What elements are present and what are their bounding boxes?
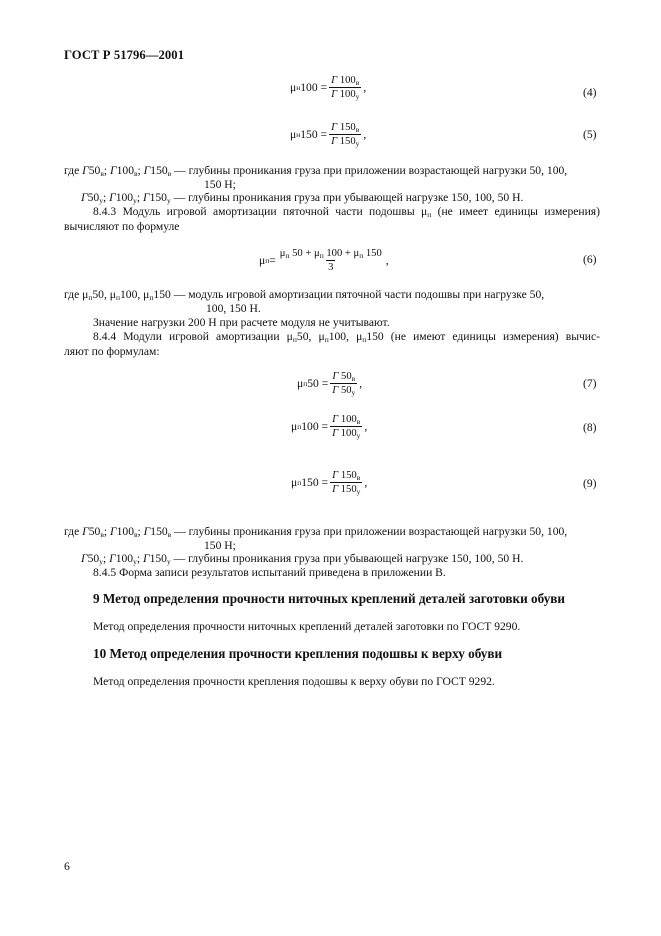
document-header: ГОСТ Р 51796—2001 [64,48,185,62]
formula-4: μ н 100 = $\frac{Г 100_в}{Г 100_у}$ , [290,75,367,101]
paragraph-8-4-3-cont: вычисляют по формуле [64,220,180,233]
where-clause-3: где $\mu_п50$, $\mu_п100$, $\mu_п150$ — модуль игровой амортизации пяточной части подошвы при нагрузке 50, [64,288,545,302]
where-clause-3-cont: 100, 150 Н. [206,302,261,315]
where-clause-1: где $Г50_в$; $Г100_в$; $Г150_в$ — глубины проникания груза при приложении возрастающей нагрузки 50, 100, [64,164,568,178]
section-10-body: Метод определения прочности крепления подошвы к верху обуви по ГОСТ 9292. [93,675,495,688]
equation-number-6: (6) [583,253,597,266]
where-clause-1-cont: 150 Н; [204,178,236,191]
where-clause-2: $Г50_у$; $Г100_у$; $Г150_у$ — глубины проникания груза при убывающей нагрузке 150, 100, 50 Н. [81,191,524,205]
equation-number-8: (8) [583,421,597,434]
section-9-body: Метод определения прочности ниточных креплений деталей заготовки по ГОСТ 9290. [93,620,521,633]
formula-5: μ н 150 = $\frac{Г 150_в}{Г 150_у}$ , [290,122,367,148]
section-9-title: 9 Метод определения прочности ниточных креплений деталей заготовки обуви [93,591,566,606]
fraction: $\frac{Г 50_в}{Г 50_у}$ [332,371,356,397]
fraction: $\frac{\mu_п 50 + \mu_п 100 + \mu_п 150}{3}$ [279,248,382,273]
fraction: $\frac{Г 100_в}{Г 100_у}$ [332,414,361,440]
paragraph-8-4-3: 8.4.3 Модуль игровой амортизации пяточной части подошвы $\mu_п$ (не имеет единицы измерения) [93,205,600,219]
fraction: $\frac{Г 150_в}{Г 150_у}$ [332,470,361,496]
paragraph-8-4-4: 8.4.4 Модули игровой амортизации $\mu_п50$, $\mu_п100$, $\mu_п150$ (не имеют единицы измерения) вычис- [93,330,601,344]
fraction: $\frac{Г 100_в}{Г 100_у}$ [331,75,360,101]
equation-number-4: (4) [583,86,597,99]
formula-9: μ п 150 = $\frac{Г 150_в}{Г 150_у}$ , [291,470,368,496]
formula-7: μ п 50 = $\frac{Г 50_в}{Г 50_у}$ , [297,371,363,397]
formula-8: μ п 100 = $\frac{Г 100_в}{Г 100_у}$ , [291,414,368,440]
section-10-title: 10 Метод определения прочности крепления подошвы к верху обуви [93,646,503,661]
where-clause-5: $Г50_у$; $Г100_у$; $Г150_у$ — глубины проникания груза при убывающей нагрузке 150, 100, 50 Н. [81,552,524,566]
paragraph-8-4-5: 8.4.5 Форма записи результатов испытаний приведена в приложении В. [93,566,446,579]
paragraph-8-4-4-cont: ляют по формулам: [64,345,160,358]
where-clause-4: где $Г50_в$; $Г100_в$; $Г150_в$ — глубины проникания груза при приложении возрастающей нагрузки 50, 100, [64,525,568,539]
where-clause-4-cont: 150 Н; [204,539,236,552]
equation-number-7: (7) [583,377,597,390]
formula-6: μ п = $\frac{\mu_п 50 + \mu_п 100 + \mu_п 150}{3}$ , [259,248,389,273]
equation-number-9: (9) [583,477,597,490]
equation-number-5: (5) [583,128,597,141]
page-number: 6 [64,860,70,873]
fraction: $\frac{Г 150_в}{Г 150_у}$ [331,122,360,148]
load-note: Значение нагрузки 200 Н при расчете модуля не учитывают. [93,316,390,329]
